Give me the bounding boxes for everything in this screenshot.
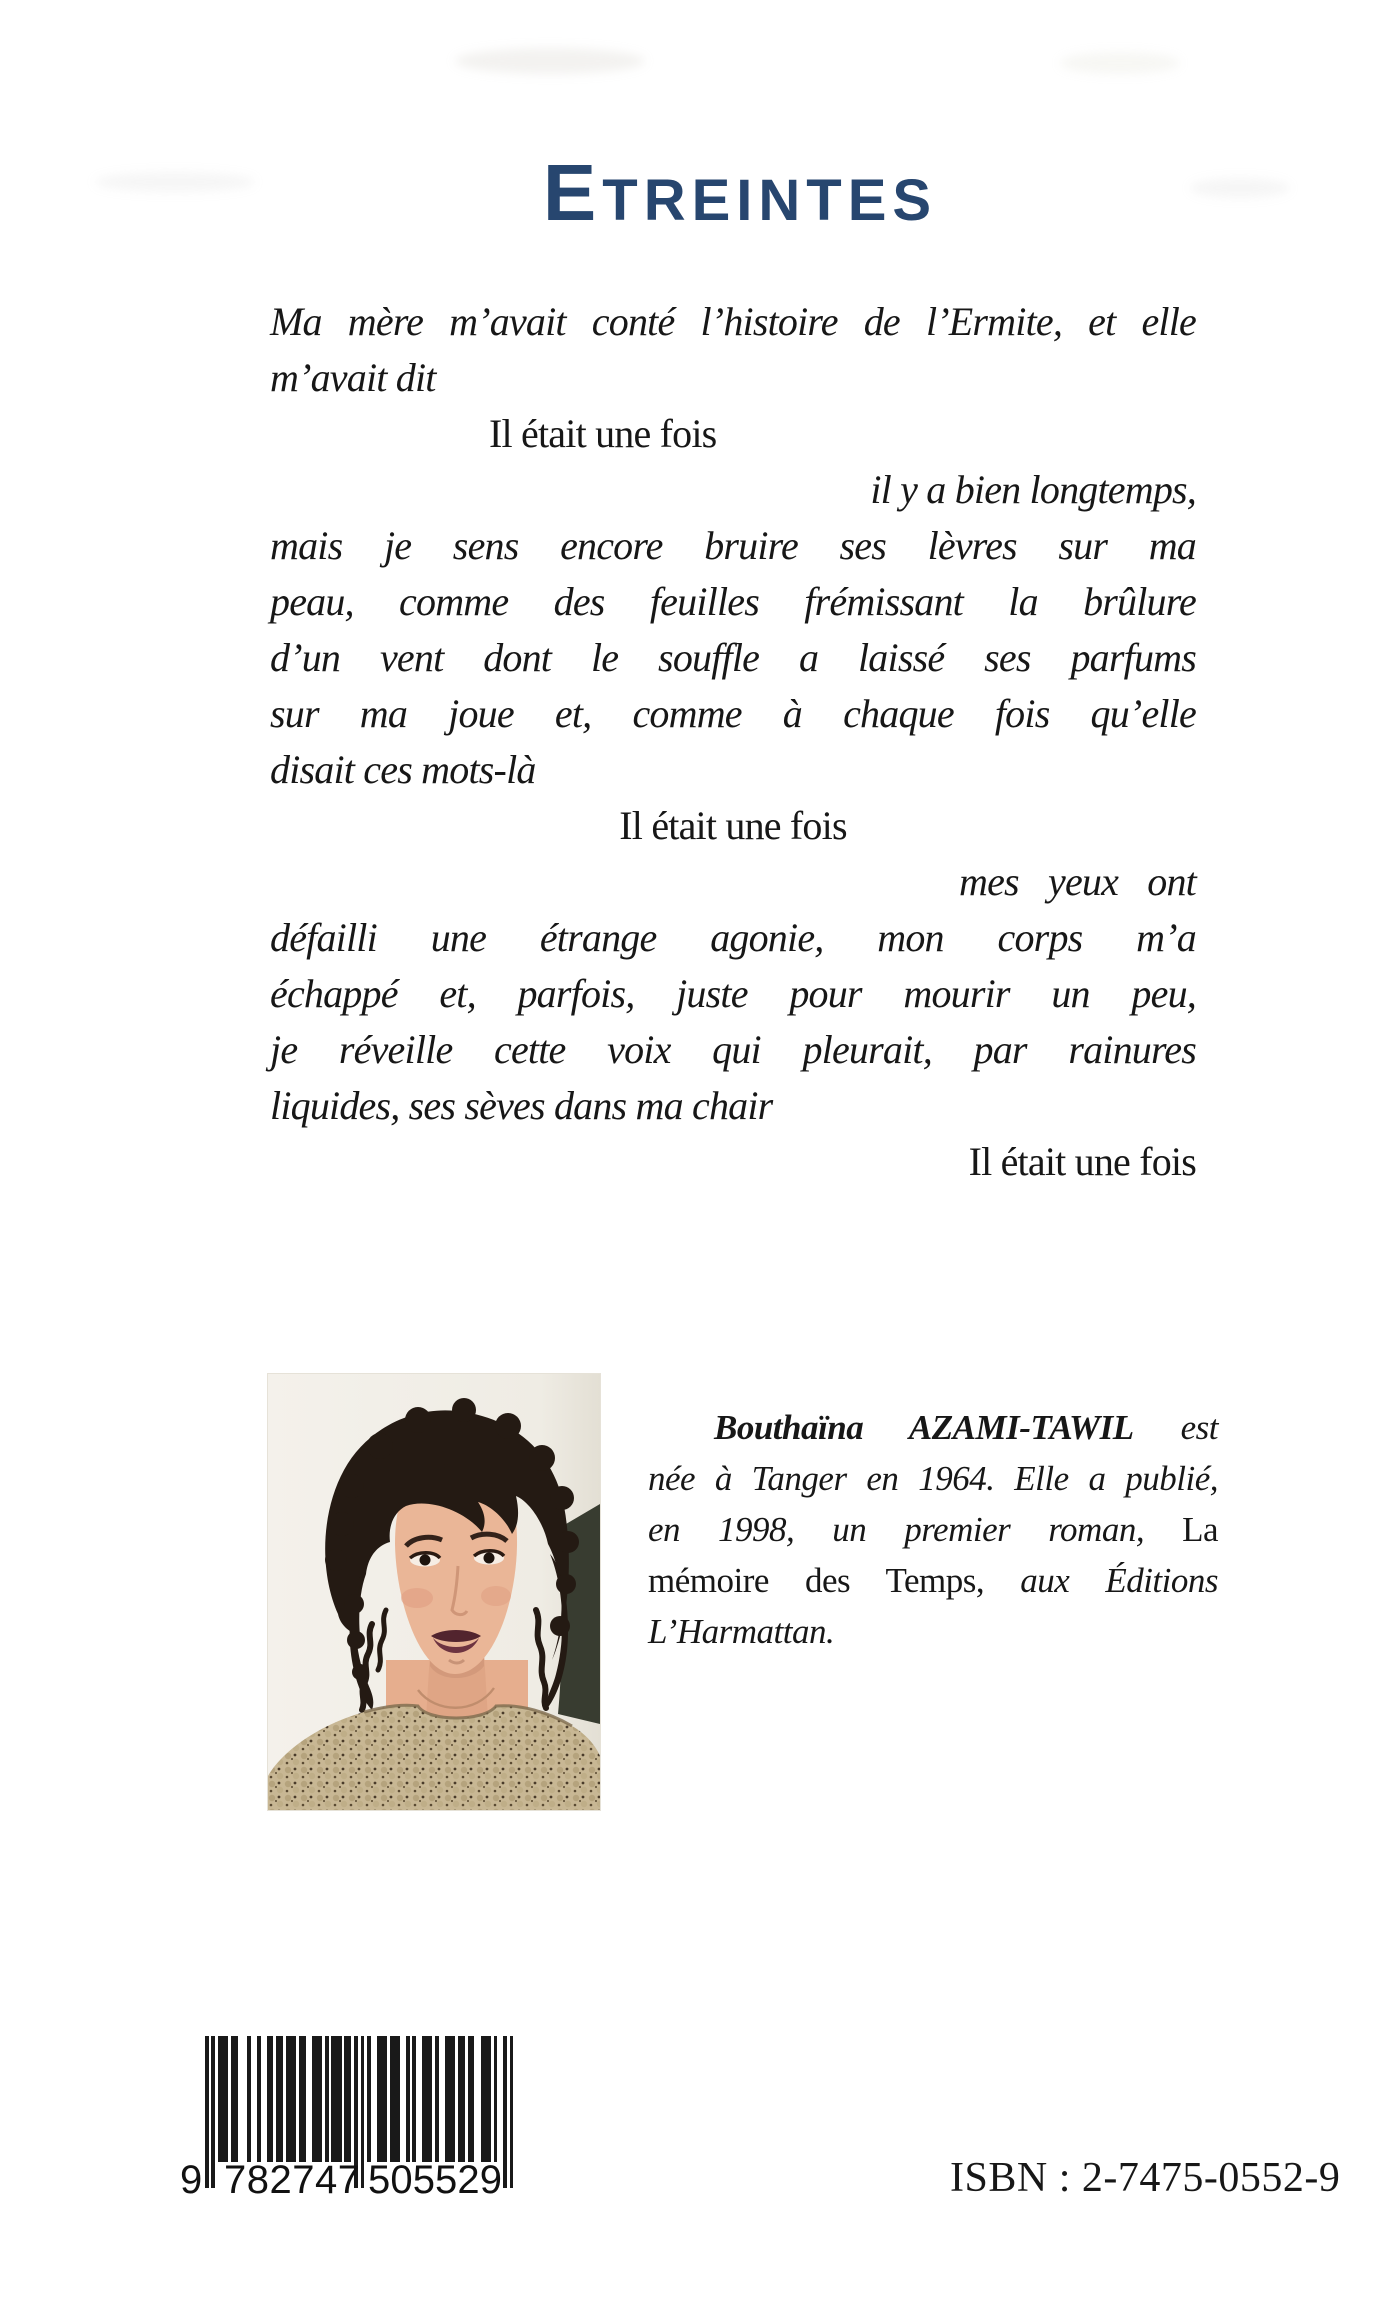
poem-line: m’avait dit — [270, 355, 436, 400]
poem-line: sur ma joue et, comme à chaque fois qu’elle — [270, 691, 1196, 736]
barcode-bar — [396, 2036, 400, 2162]
scan-smudge — [1060, 52, 1180, 74]
barcode-bar — [302, 2036, 306, 2162]
barcode-digit: 9 — [479, 2158, 502, 2202]
barcode-bar — [494, 2036, 498, 2162]
book-title-initial: E — [542, 148, 603, 237]
poem-line: je réveille cette voix qui pleurait, par rainures — [270, 1027, 1196, 1072]
barcode-bar — [325, 2036, 329, 2162]
author-portrait-illustration — [268, 1374, 600, 1810]
poem-block — [270, 294, 1196, 1190]
barcode-right-group — [368, 2158, 502, 2203]
barcode-bar — [435, 2036, 439, 2162]
scan-smudge — [455, 48, 645, 74]
barcode-bar — [318, 2036, 322, 2162]
barcode-digit: 0 — [390, 2158, 413, 2202]
bio-text-segment: La — [1144, 1510, 1218, 1549]
barcode-bar — [429, 2036, 433, 2162]
poem-line: Ma mère m’avait conté l’histoire de l’Ermite, et elle — [270, 299, 1196, 344]
poem-line: peau, comme des feuilles frémissant la brûlure — [270, 579, 1196, 624]
portrait-iris — [484, 1553, 495, 1564]
portrait-cheek — [481, 1586, 511, 1606]
barcode-bar — [247, 2036, 251, 2162]
book-title-rest: TREINTES — [602, 168, 938, 233]
bio-text-segment: est — [1133, 1408, 1218, 1447]
bio-text-segment: née à Tanger en 1964. Elle a publié, — [648, 1459, 1218, 1498]
barcode-bar — [270, 2036, 274, 2162]
poem-line: défailli une étrange agonie, mon corps m’a — [270, 915, 1196, 960]
bio-line — [648, 1606, 1218, 1657]
barcode-bar — [234, 2036, 238, 2162]
barcode-digit: 2 — [457, 2158, 480, 2202]
bio-text-segment: aux Éditions — [984, 1561, 1218, 1600]
bio-line — [648, 1555, 1218, 1606]
barcode-digit: 7 — [224, 2158, 247, 2202]
ean13-barcode — [158, 2036, 538, 2208]
barcode-bar — [338, 2036, 342, 2162]
barcode-bar — [471, 2036, 475, 2162]
barcode-bar — [348, 2036, 352, 2162]
barcode-bar — [406, 2036, 410, 2162]
poem-line: disait ces mots-là — [270, 747, 536, 792]
poem-line: échappé et, parfois, juste pour mourir un peu, — [270, 971, 1196, 1016]
poem-line: liquides, ses sèves dans ma chair — [270, 1083, 773, 1128]
bio-text-segment: mémoire des Temps, — [648, 1561, 985, 1600]
bio-text-segment: L’Harmattan. — [648, 1612, 835, 1651]
barcode-bar — [367, 2036, 371, 2162]
barcode-bar — [461, 2036, 465, 2162]
poem-line: mais je sens encore bruire ses lèvres sur ma — [270, 523, 1196, 568]
barcode-digit: 7 — [337, 2158, 360, 2202]
book-title — [0, 150, 1400, 244]
barcode-bar — [451, 2036, 455, 2162]
poem-line: il y a bien longtemps, — [870, 467, 1196, 512]
bio-text-segment: en 1998, un premier roman, — [648, 1510, 1145, 1549]
portrait-cheek — [401, 1588, 433, 1608]
poem-line: d’un vent dont le souffle a laissé ses parfums — [270, 635, 1196, 680]
bio-line — [648, 1402, 1218, 1453]
barcode-digit: 2 — [269, 2158, 292, 2202]
barcode-digit: 4 — [315, 2158, 338, 2202]
barcode-bar — [383, 2036, 387, 2162]
barcode-bar — [293, 2036, 297, 2162]
barcode-digit: 5 — [412, 2158, 435, 2202]
bio-line — [648, 1504, 1218, 1555]
isbn-label: ISBN : 2-7475-0552-9 — [950, 2155, 1341, 2201]
barcode-bar — [224, 2036, 228, 2162]
author-photo — [268, 1374, 600, 1810]
barcode-digit: 7 — [292, 2158, 315, 2202]
barcode-first-digit: 9 — [180, 2158, 203, 2202]
barcode-bar — [257, 2036, 261, 2162]
poem-line: mes yeux ont — [959, 859, 1196, 904]
barcode-left-group — [224, 2158, 360, 2203]
bio-line — [648, 1453, 1218, 1504]
barcode-digits — [158, 2158, 538, 2208]
poem-line: Il était une fois — [489, 411, 717, 456]
barcode-bar — [412, 2036, 416, 2162]
barcode-bar — [280, 2036, 284, 2162]
bio-text-segment: Bouthaïna AZAMI-TAWIL — [714, 1408, 1134, 1447]
poem-line: Il était une fois — [968, 1139, 1196, 1184]
barcode-digit: 8 — [246, 2158, 269, 2202]
poem-line: Il était une fois — [619, 803, 847, 848]
barcode-bar — [487, 2036, 491, 2162]
barcode-digit: 5 — [368, 2158, 391, 2202]
author-bio — [648, 1402, 1218, 1657]
barcode-digit: 5 — [435, 2158, 458, 2202]
portrait-iris — [420, 1555, 431, 1566]
